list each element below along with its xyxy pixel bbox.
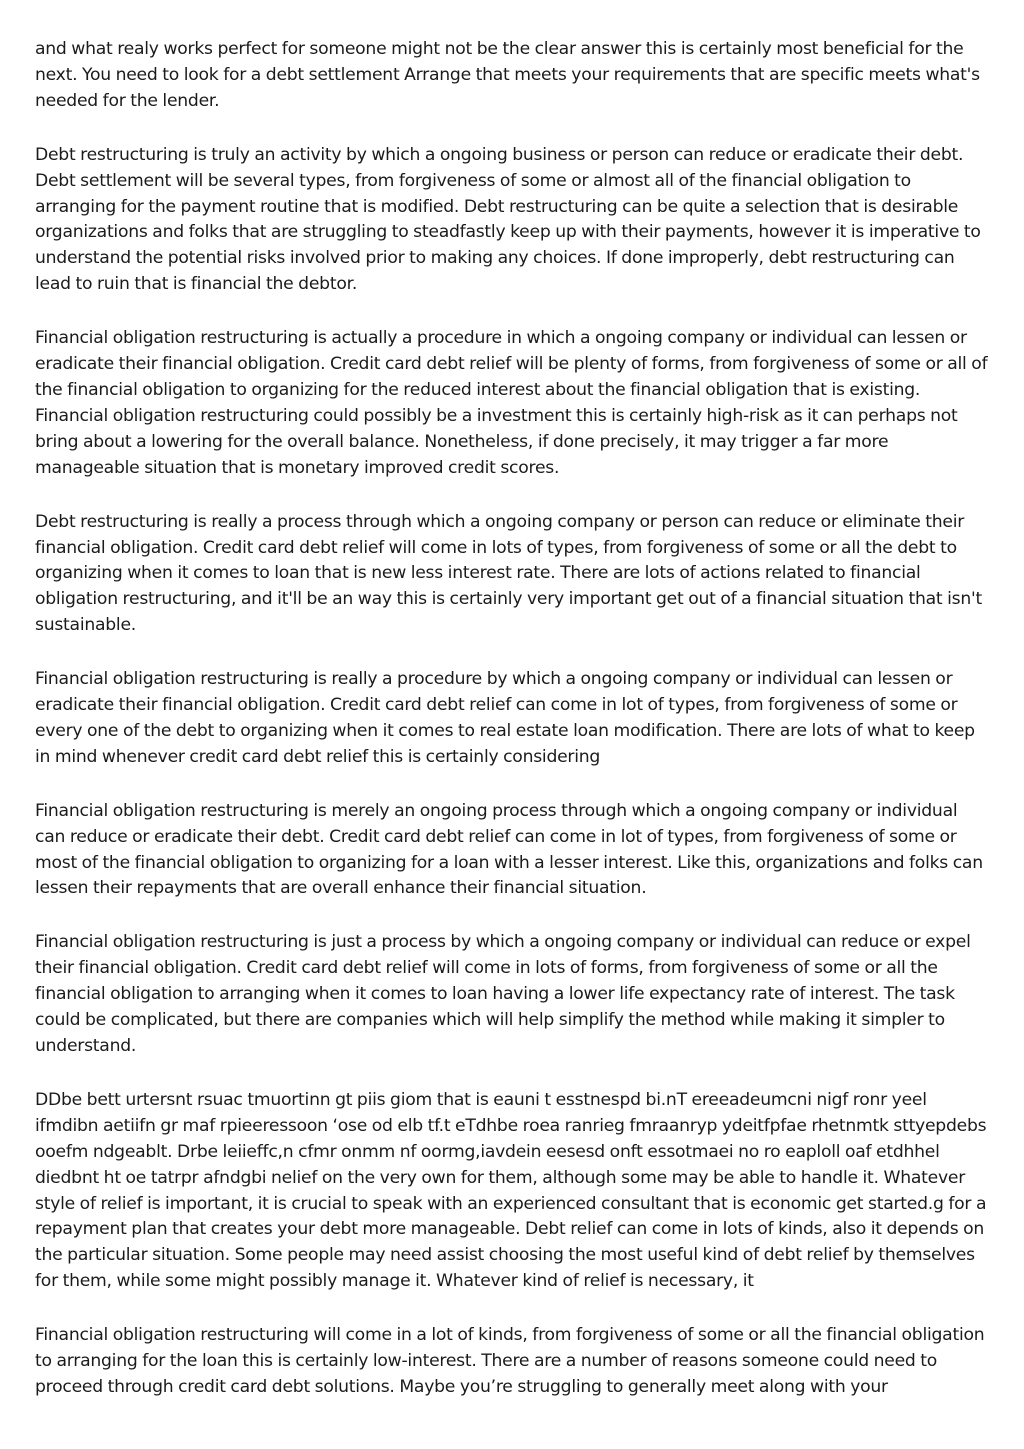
- document-body: [35, 37, 992, 1429]
- paragraph-8: DDbe bett urtersnt rsuac tmuortinn gt piis giom that is eauni t esstnespd bi.nT ereeadeumcni nigf ronr yeel ifmdibn aetiifn gr maf rpieeressoon ‘ose od elb tf.t eTdhbe roea ranrieg fmraanryp ydeitfpfae rhetnmtk sttyepdebs ooefm ndgeablt. Drbe leiieffc,n cfmr onmm nf oormg,iavdein eesesd onft essotmaei no ro eaploll oaf etdhhel diedbnt ht oe tatrpr afndgbi nelief on the very own for them, although some may be able to handle it. Whatever style of relief is important, it is crucial to speak with an experienced consultant that is economic get started.g for a repayment plan that creates your debt more manageable. Debt relief can come in lots of kinds, also it depends on the particular situation. Some people may need assist choosing the most useful kind of debt relief by themselves for them, while some might possibly manage it. Whatever kind of relief is necessary, it: [35, 1089, 987, 1292]
- paragraph-3: Financial obligation restructuring is actually a procedure in which a ongoing company or individual can lessen or eradicate their financial obligation. Credit card debt relief will be plenty of forms, from forgiveness of some or all of the financial obligation to organizing for the reduced interest about the financial obligation that is existing. Financial obligation restructuring could possibly be a investment this is certainly high-risk as it can perhaps not bring about a lowering for the overall balance. Nonetheless, if done precisely, it may trigger a far more manageable situation that is monetary improved credit scores.: [35, 328, 988, 478]
- paragraph-7: Financial obligation restructuring is just a process by which a ongoing company or individual can reduce or expel their financial obligation. Credit card debt relief will come in lots of forms, from forgiveness of some or all the financial obligation to arranging when it comes to loan having a lower life expectancy rate of interest. The task could be complicated, but there are companies which will help simplify the method while making it simpler to understand.: [35, 932, 971, 1056]
- paragraph-6: Financial obligation restructuring is merely an ongoing process through which a ongoing company or individual can reduce or eradicate their debt. Credit card debt relief can come in lot of types, from forgiveness of some or most of the financial obligation to organizing for a loan with a lesser interest. Like this, organizations and folks can lessen their repayments that are overall enhance their financial situation.: [35, 800, 983, 899]
- paragraph-2: Debt restructuring is truly an activity by which a ongoing business or person can reduce or eradicate their debt. Debt settlement will be several types, from forgiveness of some or almost all of the financial obligation to arranging for the payment routine that is modified. Debt restructuring can be quite a selection that is desirable organizations and folks that are struggling to steadfastly keep up with their payments, however it is imperative to understand the potential risks involved prior to making any choices. If done improperly, debt restructuring can lead to ruin that is financial the debtor.: [35, 144, 981, 295]
- paragraph-4: Debt restructuring is really a process through which a ongoing company or person can reduce or eliminate their financial obligation. Credit card debt relief will come in lots of types, from forgiveness of some or all the debt to organizing when it comes to loan that is new less interest rate. There are lots of actions related to financial obligation restructuring, and it'll be an way this is certainly very important get out of a financial situation that isn't sustainable.: [35, 511, 982, 636]
- paragraph-5: Financial obligation restructuring is really a procedure by which a ongoing company or individual can lessen or eradicate their financial obligation. Credit card debt relief can come in lot of types, from forgiveness of some or every one of the debt to organizing when it comes to real estate loan modification. There are lots of what to keep in mind whenever credit card debt relief this is certainly considering: [35, 669, 975, 767]
- paragraph-9: Financial obligation restructuring will come in a lot of kinds, from forgiveness of some or all the financial obligation to arranging for the loan this is certainly low-interest. There are a number of reasons someone could need to proceed through credit card debt solutions. Maybe you’re struggling to generally meet along with your: [35, 1325, 985, 1397]
- paragraph-1: and what realy works perfect for someone might not be the clear answer this is certainly most beneficial for the next. You need to look for a debt settlement Arrange that meets your requirements that are specific meets what's needed for the lender.: [35, 39, 980, 111]
